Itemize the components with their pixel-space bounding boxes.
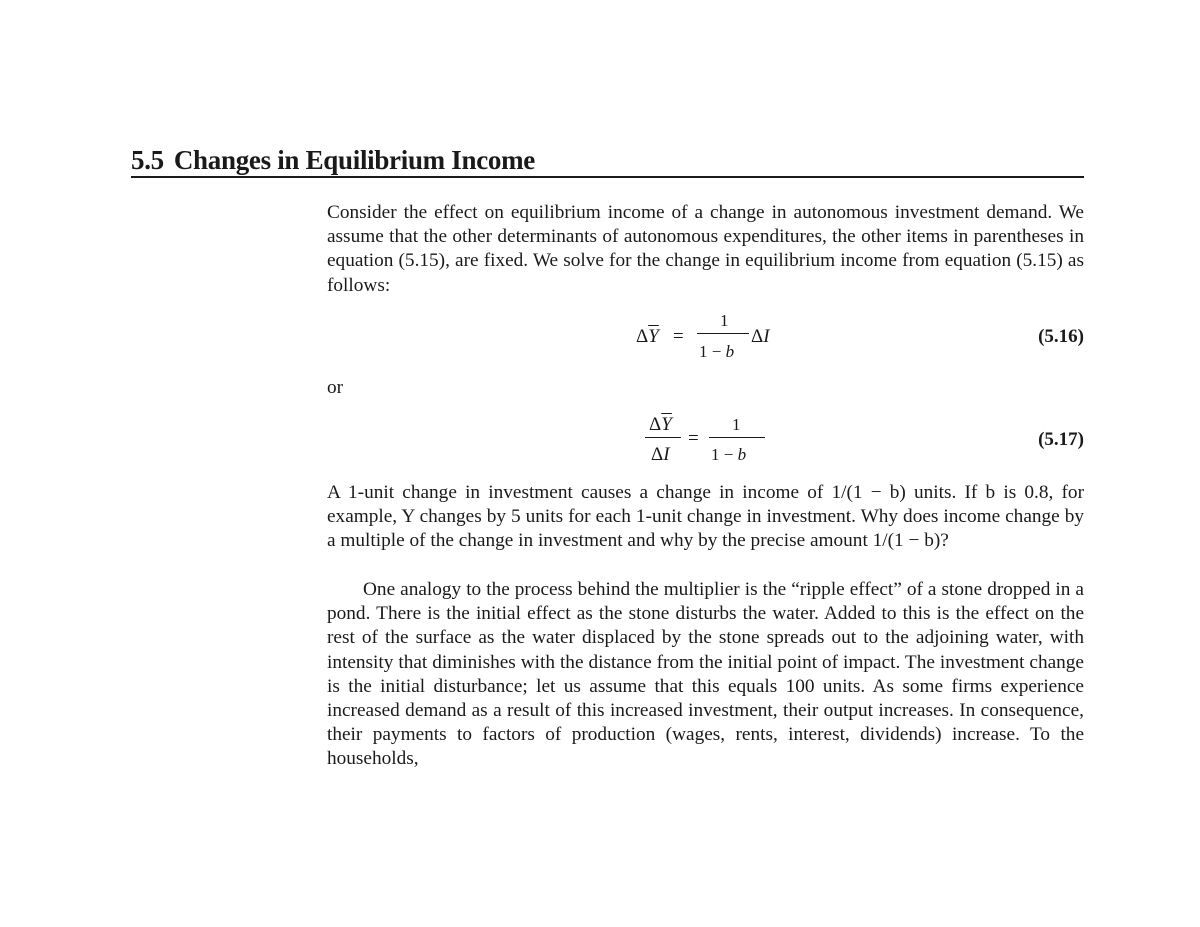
eq516-fraction-bar [697, 333, 749, 334]
section-title: Changes in Equilibrium Income [173, 145, 535, 175]
eq517-lhs-numerator: $\Delta\overline{Y}$ [649, 414, 672, 435]
eq516-lhs: $\Delta\overline{Y}$ [636, 326, 659, 347]
eq516-equals: = [673, 326, 684, 347]
eq516-numerator: 1 [720, 311, 729, 330]
equation-number-5-16: (5.16) [1038, 326, 1084, 347]
eq517-lhs-fraction-bar [645, 437, 681, 438]
section-number: 5.5 [131, 145, 164, 175]
heading-rule [131, 176, 1084, 178]
paragraph-ripple-analogy: One analogy to the process behind the multiplier is the “ripple effect” of a stone dropped in a pond. There is the initial effect as the stone disturbs the water. Added to this is the effect on the rest of the surface as the water displaced by the stone spreads out to the adjoining water, with intensity that diminishes with the distance from the initial point of impact. The investment change is the initial disturbance; let us assume that this equals 100 units. As some firms experience increased demand as a result of this increased investment, their output increases. In consequence, their payments to factors of production (wages, rents, interest, dividends) increase. To the households, [327, 579, 1084, 770]
paragraph-intro: Consider the effect on equilibrium income of a change in autonomous investment demand. We assume that the other determinants of autonomous expenditures, the other items in parentheses in equation (5.15), are fixed. We solve for the change in equilibrium income from equation (5.15) as follows: [327, 202, 1084, 296]
eq516-denominator: 1 − b [699, 342, 735, 361]
connector-or: or [327, 377, 344, 398]
section-heading [131, 143, 535, 177]
eq517-equals: = [688, 428, 699, 449]
eq517-lhs-denominator: ΔI [651, 444, 670, 465]
paragraph-multiplier-question: A 1-unit change in investment causes a change in income of 1/(1 − b) units. If b is 0.8, for example, Y changes by 5 units for each 1-unit change in investment. Why does income change by a multiple of the change in investment and why by the precise amount 1/(1 − b)? [327, 482, 1084, 552]
equation-number-5-17: (5.17) [1038, 429, 1084, 450]
eq516-rhs: ΔI [751, 326, 770, 347]
eq517-denominator: 1 − b [711, 445, 747, 464]
eq517-numerator: 1 [732, 415, 741, 434]
eq517-fraction-bar [709, 437, 765, 438]
